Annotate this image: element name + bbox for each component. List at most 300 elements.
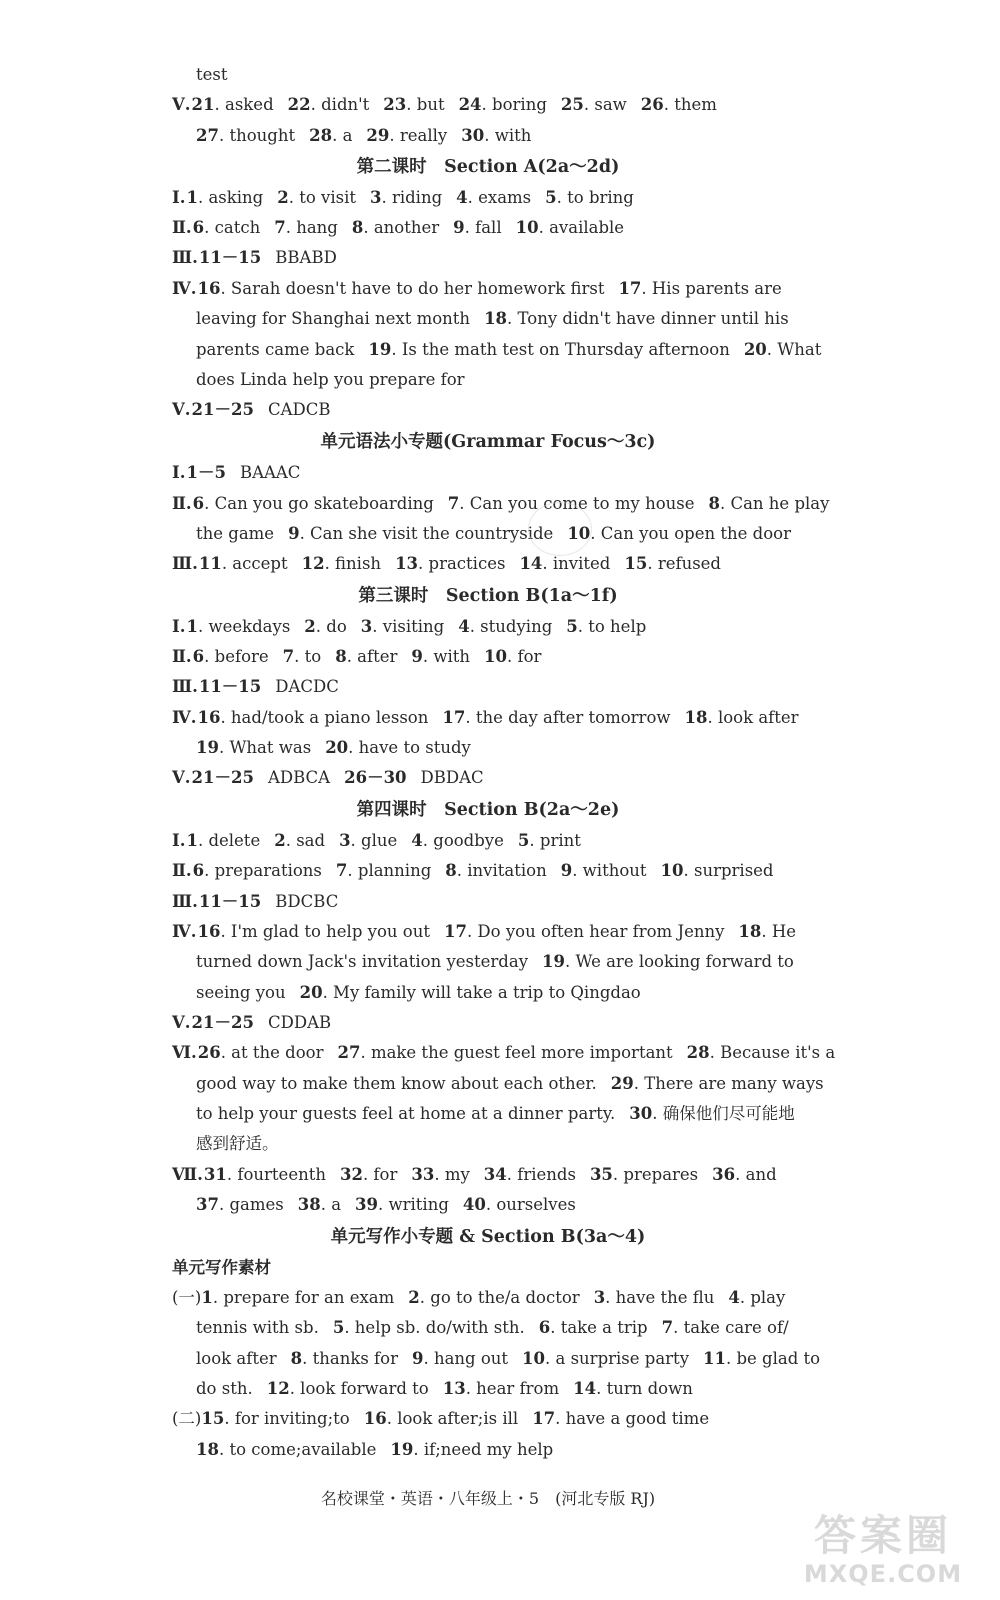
item-number: 5: [545, 188, 557, 207]
answer-text: 感到舒适。: [196, 1134, 279, 1153]
answer-text: . to visit: [288, 188, 356, 207]
item-number: 7: [447, 494, 460, 513]
item-number: 10: [484, 647, 508, 666]
answer-text: CADCB: [267, 400, 331, 419]
item-number: 2: [304, 617, 316, 636]
item-number: 29: [610, 1074, 634, 1093]
item-number: 5: [566, 617, 578, 636]
answer-text: . at the door: [220, 1043, 324, 1062]
answer-text: . We are looking forward to: [564, 952, 794, 971]
answer-text: . Tony didn't have dinner until his: [507, 309, 789, 328]
answer-line: [172, 1042, 835, 1064]
answer-text: . ourselves: [485, 1195, 576, 1214]
answer-text: . 确保他们尽可能地: [652, 1104, 795, 1123]
answer-text: . another: [363, 218, 440, 237]
section-numeral: Ⅰ.: [172, 463, 186, 482]
answer-text: . thanks for: [302, 1349, 398, 1368]
answer-text: . Can you come to my house: [459, 494, 695, 513]
item-number: 3: [339, 831, 351, 850]
item-number: 12: [301, 554, 325, 573]
answer-text: . help sb. do/with sth.: [344, 1318, 525, 1337]
item-number: 18: [684, 708, 708, 727]
item-number: 8: [351, 218, 364, 237]
section-numeral: Ⅶ.: [172, 1165, 203, 1184]
answer-text: . My family will take a trip to Qingdao: [322, 983, 641, 1002]
answer-text: . a surprise party: [545, 1349, 690, 1368]
item-number: 24: [458, 95, 482, 114]
answer-text: . catch: [204, 218, 261, 237]
section-numeral: Ⅳ.: [172, 922, 197, 941]
item-number: 5: [332, 1318, 345, 1337]
section-heading: 单元写作小专题 & Section B(3a～4): [330, 1227, 646, 1247]
answer-text: . Can you open the door: [590, 524, 791, 543]
answer-text: . after: [346, 647, 398, 666]
answer-text: . to: [294, 647, 322, 666]
sub-heading: 单元写作素材: [172, 1258, 271, 1277]
answer-text: . be glad to: [725, 1349, 821, 1368]
answer-text: . Can you go skateboarding: [204, 494, 434, 513]
answer-text: do sth.: [196, 1379, 253, 1398]
item-number: 1: [186, 188, 198, 207]
item-number: 33: [411, 1165, 435, 1184]
answer-text: . studying: [469, 617, 553, 636]
answer-text: . with: [422, 647, 471, 666]
answer-text: . have to study: [348, 738, 471, 757]
item-number: 9: [288, 524, 300, 543]
faint-stamp-mark: [528, 502, 592, 556]
item-number: 1: [201, 1288, 213, 1307]
section-numeral: Ⅲ.: [172, 554, 198, 573]
answer-text: . What: [766, 340, 822, 359]
section-numeral: Ⅱ.: [172, 647, 192, 666]
section-numeral: Ⅰ.: [172, 617, 186, 636]
answer-line: [172, 1287, 785, 1309]
item-number: 11: [198, 554, 222, 573]
answer-text: . asking: [197, 188, 264, 207]
answer-line: [196, 1317, 789, 1339]
section-numeral: Ⅴ.: [172, 95, 191, 114]
answer-text: . accept: [221, 554, 288, 573]
item-number: 6: [192, 494, 205, 513]
answer-line: [172, 891, 338, 913]
answer-line: [172, 616, 646, 638]
section-heading: 单元语法小专题(Grammar Focus～3c): [320, 432, 656, 452]
section-numeral: Ⅲ.: [172, 892, 198, 911]
answer-text: tennis with sb.: [196, 1318, 319, 1337]
answer-text: . take a trip: [550, 1318, 648, 1337]
section-numeral: Ⅵ.: [172, 1043, 197, 1062]
item-number: 4: [728, 1288, 740, 1307]
item-number: 3: [593, 1288, 606, 1307]
item-number: 7: [335, 861, 348, 880]
answer-text: . to come;available: [218, 1440, 377, 1459]
answer-text: . invited: [542, 554, 611, 573]
item-number: 34: [483, 1165, 507, 1184]
answer-text: . without: [572, 861, 647, 880]
item-number: 13: [442, 1379, 466, 1398]
answer-line: [196, 1103, 795, 1125]
answer-text: . thought: [218, 126, 296, 145]
answer-text: . saw: [583, 95, 627, 114]
answer-text: . boring: [481, 95, 547, 114]
item-number: 18: [738, 922, 762, 941]
answer-line: [172, 860, 774, 882]
item-number: 1: [186, 617, 198, 636]
item-number: 1: [186, 831, 198, 850]
watermark-logo: [788, 1512, 978, 1592]
answer-text: . available: [538, 218, 625, 237]
answer-line: [172, 921, 796, 943]
answer-text: . for inviting;to: [224, 1409, 350, 1428]
answer-text: . with: [484, 126, 532, 145]
answer-text: . Do you often hear from Jenny: [466, 922, 725, 941]
section-heading: 第三课时 Section B(1a～1f): [358, 586, 618, 606]
item-number: 2: [408, 1288, 420, 1307]
section-numeral: Ⅳ.: [172, 708, 197, 727]
answer-text: . invitation: [456, 861, 547, 880]
answer-line: [172, 278, 782, 300]
item-number: 3: [369, 188, 382, 207]
answer-text: turned down Jack's invitation yesterday: [196, 952, 529, 971]
answer-text: . surprised: [683, 861, 774, 880]
answer-text: . didn't: [310, 95, 370, 114]
answer-text: . for: [507, 647, 542, 666]
item-number: 26: [197, 1043, 221, 1062]
answer-text: . prepare for an exam: [212, 1288, 395, 1307]
item-number: 11－15: [198, 892, 262, 911]
answer-text: . play: [739, 1288, 786, 1307]
watermark-cn: 答案圈: [813, 1511, 952, 1560]
answer-text: . print: [529, 831, 581, 850]
answer-line: [172, 646, 541, 668]
answer-text: . fall: [464, 218, 502, 237]
section-numeral: Ⅰ.: [172, 188, 186, 207]
answer-text: . refused: [647, 554, 721, 573]
item-number: 30: [461, 126, 485, 145]
answer-text: . take care of/: [673, 1318, 789, 1337]
item-number: 9: [453, 218, 465, 237]
answer-line: [172, 1408, 709, 1430]
answer-line: [196, 64, 228, 86]
item-number: 1－5: [186, 463, 226, 482]
item-number: 5: [517, 831, 530, 850]
answer-text: . if;need my help: [413, 1440, 554, 1459]
item-number: 6: [192, 861, 205, 880]
item-number: 4: [411, 831, 423, 850]
answer-text: . have a good time: [555, 1409, 710, 1428]
item-number: 16: [197, 708, 221, 727]
item-number: 14: [573, 1379, 597, 1398]
item-number: 21－25: [191, 1013, 254, 1032]
item-number: 21－25: [191, 400, 254, 419]
answer-line: [172, 217, 624, 239]
answer-text: (二): [172, 1409, 202, 1428]
item-number: 20: [325, 738, 349, 757]
item-number: 27: [337, 1043, 361, 1062]
item-number: 6: [538, 1318, 551, 1337]
answer-line: [196, 1133, 279, 1155]
answer-text: . weekdays: [197, 617, 291, 636]
item-number: 8: [708, 494, 720, 513]
answer-text: . preparations: [204, 861, 322, 880]
item-number: 35: [589, 1165, 613, 1184]
answer-line: [172, 553, 721, 575]
item-number: 39: [355, 1195, 379, 1214]
item-number: 27: [196, 126, 219, 145]
section-numeral: Ⅰ.: [172, 831, 186, 850]
answer-text: . turn down: [596, 1379, 693, 1398]
item-number: 13: [395, 554, 419, 573]
item-number: 15: [201, 1409, 225, 1428]
item-number: 40: [462, 1195, 486, 1214]
item-number: 17: [618, 279, 642, 298]
item-number: 26: [640, 95, 664, 114]
answer-text: . visiting: [372, 617, 445, 636]
answer-text: seeing you: [196, 983, 286, 1002]
answer-text: . for: [362, 1165, 398, 1184]
answer-text: . the day after tomorrow: [465, 708, 671, 727]
answer-text: BDCBC: [275, 892, 339, 911]
answer-text: does Linda help you prepare for: [196, 370, 465, 389]
item-number: 20: [743, 340, 767, 359]
answer-text: good way to make them know about each other.: [196, 1074, 597, 1093]
item-number: 36: [712, 1165, 736, 1184]
item-number: 21－25: [191, 768, 254, 787]
answer-line: [196, 982, 641, 1004]
item-number: 8: [445, 861, 457, 880]
item-number: 9: [560, 861, 573, 880]
section-numeral: Ⅳ.: [172, 279, 197, 298]
answer-text: . make the guest feel more important: [360, 1043, 673, 1062]
answer-text: . go to the/a doctor: [419, 1288, 580, 1307]
answer-text: . friends: [506, 1165, 576, 1184]
item-number: 7: [661, 1318, 674, 1337]
item-number: 28: [309, 126, 333, 145]
section-numeral: Ⅲ.: [172, 248, 198, 267]
answer-text: . look after: [707, 708, 799, 727]
item-number: 18: [484, 309, 508, 328]
item-number: 14: [519, 554, 543, 573]
item-number: 4: [458, 617, 470, 636]
answer-text: . Sarah doesn't have to do her homework first: [220, 279, 605, 298]
item-number: 25: [560, 95, 584, 114]
item-number: 15: [624, 554, 648, 573]
answer-line: [172, 707, 799, 729]
item-number: 4: [456, 188, 468, 207]
answer-line: [196, 951, 794, 973]
answer-line: [196, 1348, 820, 1370]
answer-line: [196, 1378, 693, 1400]
answer-text: . to bring: [556, 188, 634, 207]
item-number: 17: [442, 708, 466, 727]
item-number: 17: [532, 1409, 556, 1428]
answer-line: [172, 462, 300, 484]
item-number: 28: [686, 1043, 710, 1062]
answer-text: . and: [735, 1165, 777, 1184]
answer-line: [196, 1194, 576, 1216]
item-number: 20: [299, 983, 323, 1002]
section-numeral: Ⅱ.: [172, 861, 192, 880]
item-number: 22: [287, 95, 311, 114]
answer-text: . writing: [378, 1195, 449, 1214]
item-number: 31: [203, 1165, 227, 1184]
item-number: 19: [542, 952, 565, 971]
section-numeral: Ⅱ.: [172, 494, 192, 513]
answer-text: . to help: [577, 617, 647, 636]
answer-text: . before: [204, 647, 269, 666]
section-numeral: Ⅲ.: [172, 677, 198, 696]
answer-text: . my: [434, 1165, 470, 1184]
item-number: 10: [522, 1349, 546, 1368]
answer-text: . but: [406, 95, 445, 114]
answer-text: BBABD: [275, 248, 337, 267]
item-number: 32: [339, 1165, 363, 1184]
item-number: 6: [192, 218, 205, 237]
answer-text: . His parents are: [641, 279, 782, 298]
answer-text: . practices: [418, 554, 506, 573]
section-heading: 第二课时 Section A(2a～2d): [356, 157, 620, 177]
answer-line: [172, 493, 829, 515]
item-number: 23: [383, 95, 407, 114]
item-number: 16: [363, 1409, 387, 1428]
item-number: 19: [390, 1440, 414, 1459]
item-number: 16: [197, 279, 221, 298]
item-number: 10: [515, 218, 539, 237]
item-number: 11－15: [198, 248, 262, 267]
answer-text: . hear from: [465, 1379, 560, 1398]
answer-text: look after: [196, 1349, 277, 1368]
answer-text: ADBCA: [267, 768, 331, 787]
answer-text: . hang out: [423, 1349, 509, 1368]
answer-line: [196, 339, 821, 361]
answer-text: . games: [218, 1195, 284, 1214]
answer-line: [172, 676, 339, 698]
answer-line: [172, 1012, 331, 1034]
item-number: 19: [368, 340, 392, 359]
answer-line: [172, 247, 337, 269]
answer-text: . Because it's a: [709, 1043, 836, 1062]
item-number: 2: [274, 831, 286, 850]
answer-text: . I'm glad to help you out: [220, 922, 430, 941]
item-number: 10: [660, 861, 684, 880]
item-number: 11－15: [198, 677, 262, 696]
answer-line: [196, 125, 531, 147]
watermark-en: MXQE.COM: [803, 1560, 963, 1588]
item-number: 30: [629, 1104, 653, 1123]
answer-text: . do: [315, 617, 347, 636]
item-number: 38: [297, 1195, 321, 1214]
answer-text: leaving for Shanghai next month: [196, 309, 471, 328]
section-numeral: Ⅴ.: [172, 768, 191, 787]
answer-text: (一): [172, 1288, 202, 1307]
answer-text: BAAAC: [239, 463, 301, 482]
answer-text: the game: [196, 524, 275, 543]
answer-line: [196, 308, 789, 330]
answer-text: . What was: [218, 738, 312, 757]
answer-line: [196, 523, 791, 545]
item-number: 2: [277, 188, 289, 207]
answer-text: . had/took a piano lesson: [220, 708, 429, 727]
answer-text: . fourteenth: [226, 1165, 326, 1184]
item-number: 9: [411, 1349, 424, 1368]
answer-text: . have the flu: [605, 1288, 715, 1307]
item-number: 12: [266, 1379, 290, 1398]
item-number: 9: [411, 647, 423, 666]
answer-line: [172, 767, 484, 789]
answer-text: parents came back: [196, 340, 355, 359]
item-number: 3: [360, 617, 373, 636]
item-number: 37: [196, 1195, 219, 1214]
item-number: 7: [274, 218, 286, 237]
item-number: 19: [196, 738, 219, 757]
answer-text: . a: [320, 1195, 342, 1214]
item-number: 8: [335, 647, 347, 666]
item-number: 17: [443, 922, 467, 941]
answer-text: DACDC: [275, 677, 339, 696]
item-number: 8: [290, 1349, 303, 1368]
answer-text: . riding: [381, 188, 443, 207]
answer-line: [172, 94, 717, 116]
item-number: 7: [282, 647, 295, 666]
item-number: 16: [197, 922, 221, 941]
answer-text: . glue: [350, 831, 398, 850]
answer-text: . hang: [285, 218, 338, 237]
answer-text: test: [196, 65, 228, 84]
answer-line: [172, 1164, 777, 1186]
answer-text: . prepares: [612, 1165, 699, 1184]
answer-text: . sad: [285, 831, 326, 850]
item-number: 6: [192, 647, 205, 666]
answer-line: [172, 830, 581, 852]
answer-text: . really: [389, 126, 448, 145]
item-number: 29: [366, 126, 390, 145]
answer-line: [196, 737, 471, 759]
answer-line: [172, 187, 634, 209]
item-number: 21: [191, 95, 215, 114]
answer-text: . goodbye: [422, 831, 504, 850]
answer-text: . He: [761, 922, 797, 941]
answer-text: . Is the math test on Thursday afternoon: [391, 340, 730, 359]
answer-text: . a: [332, 126, 353, 145]
answer-text: . exams: [467, 188, 532, 207]
answer-text: . delete: [197, 831, 261, 850]
item-number: 10: [567, 524, 591, 543]
section-numeral: Ⅱ.: [172, 218, 192, 237]
answer-text: . finish: [324, 554, 382, 573]
section-heading: 第四课时 Section B(2a～2e): [356, 800, 620, 820]
answer-text: to help your guests feel at home at a dinner party.: [196, 1104, 616, 1123]
item-number: 18: [196, 1440, 219, 1459]
answer-text: . Can he play: [719, 494, 830, 513]
answer-text: . look forward to: [289, 1379, 429, 1398]
answer-text: . asked: [214, 95, 274, 114]
answer-text: CDDAB: [267, 1013, 332, 1032]
answer-line: [196, 1439, 553, 1461]
answer-text: . Can she visit the countryside: [299, 524, 554, 543]
section-numeral: Ⅴ.: [172, 400, 191, 419]
answer-text: . planning: [347, 861, 432, 880]
answer-text: . There are many ways: [633, 1074, 824, 1093]
item-number: 11: [703, 1349, 726, 1368]
item-number: 26－30: [344, 768, 407, 787]
answer-text: DBDAC: [420, 768, 484, 787]
answer-line: [172, 399, 331, 421]
section-numeral: Ⅴ.: [172, 1013, 191, 1032]
answer-line: [196, 1073, 824, 1095]
answer-text: . look after;is ill: [386, 1409, 519, 1428]
answer-line: [196, 369, 465, 391]
page-footer: 名校课堂・英语・八年级上・5 (河北专版 RJ): [320, 1489, 656, 1508]
